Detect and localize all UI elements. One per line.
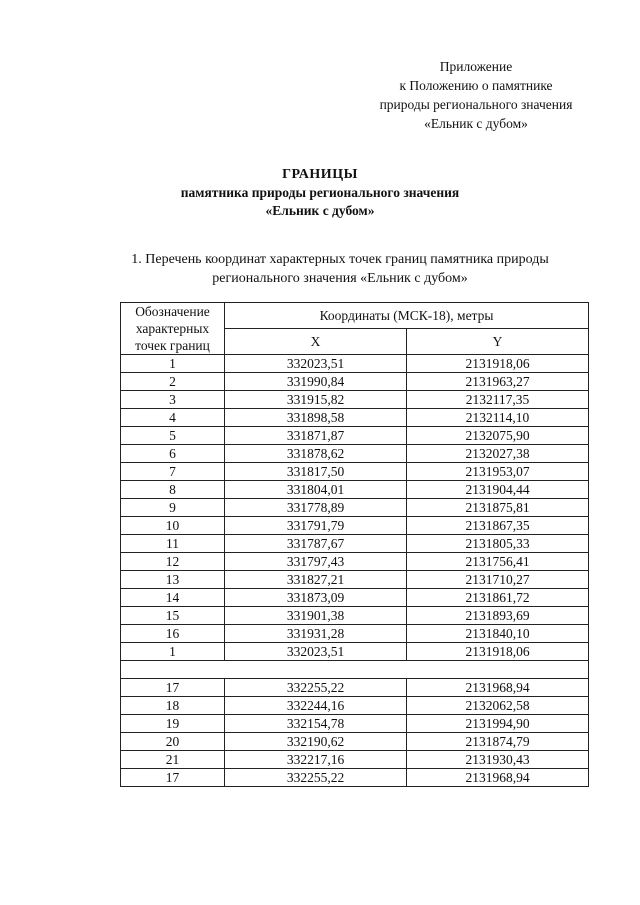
section-heading: [110, 250, 570, 288]
section-line-2: регионального значения «Ельник с дубом»: [212, 271, 468, 286]
document-title: [0, 165, 640, 220]
point-cell: 12: [121, 553, 225, 571]
x-cell: 332255,22: [225, 679, 407, 697]
table-header-row: [121, 303, 589, 329]
point-cell: 17: [121, 769, 225, 787]
table-row: [121, 769, 589, 787]
point-cell: 19: [121, 715, 225, 733]
x-cell: 331791,79: [225, 517, 407, 535]
point-cell: 5: [121, 427, 225, 445]
x-cell: 332255,22: [225, 769, 407, 787]
x-cell: 332023,51: [225, 355, 407, 373]
point-cell: 16: [121, 625, 225, 643]
x-cell: 331931,28: [225, 625, 407, 643]
y-cell: 2131904,44: [407, 481, 589, 499]
x-cell: 331778,89: [225, 499, 407, 517]
table-row: [121, 733, 589, 751]
appendix-line-3: природы регионального значения: [379, 97, 573, 112]
table-row: [121, 679, 589, 697]
x-cell: 331797,43: [225, 553, 407, 571]
point-cell: 10: [121, 517, 225, 535]
y-cell: 2131710,27: [407, 571, 589, 589]
table-row: [121, 373, 589, 391]
point-cell: 2: [121, 373, 225, 391]
table-row: [121, 445, 589, 463]
point-cell: 1: [121, 355, 225, 373]
x-cell: 332154,78: [225, 715, 407, 733]
point-cell: 11: [121, 535, 225, 553]
table-row: [121, 391, 589, 409]
y-cell: 2131918,06: [407, 355, 589, 373]
x-cell: 331898,58: [225, 409, 407, 427]
table-row: [121, 427, 589, 445]
y-cell: 2132114,10: [407, 409, 589, 427]
x-cell: 331827,21: [225, 571, 407, 589]
y-cell: 2131840,10: [407, 625, 589, 643]
x-cell: 332244,16: [225, 697, 407, 715]
y-cell: 2131953,07: [407, 463, 589, 481]
table-row: [121, 481, 589, 499]
y-cell: 2132075,90: [407, 427, 589, 445]
x-cell: 331804,01: [225, 481, 407, 499]
table-row: [121, 625, 589, 643]
y-cell: 2131994,90: [407, 715, 589, 733]
point-cell: 8: [121, 481, 225, 499]
y-cell: 2131875,81: [407, 499, 589, 517]
x-cell: 331878,62: [225, 445, 407, 463]
y-cell: 2131756,41: [407, 553, 589, 571]
coordinates-table: [120, 302, 589, 787]
header-x: X: [225, 329, 407, 355]
point-cell: 6: [121, 445, 225, 463]
point-cell: 7: [121, 463, 225, 481]
point-cell: 4: [121, 409, 225, 427]
x-cell: 332023,51: [225, 643, 407, 661]
point-cell: 13: [121, 571, 225, 589]
x-cell: 331787,67: [225, 535, 407, 553]
y-cell: 2131861,72: [407, 589, 589, 607]
x-cell: 331901,38: [225, 607, 407, 625]
table-row: [121, 553, 589, 571]
y-cell: 2131893,69: [407, 607, 589, 625]
point-cell: 1: [121, 643, 225, 661]
table-row: [121, 643, 589, 661]
x-cell: 331990,84: [225, 373, 407, 391]
y-cell: 2131968,94: [407, 679, 589, 697]
table-row: [121, 355, 589, 373]
table-row: [121, 715, 589, 733]
point-cell: 21: [121, 751, 225, 769]
y-cell: 2132062,58: [407, 697, 589, 715]
x-cell: 331817,50: [225, 463, 407, 481]
title-line-3: «Ельник с дубом»: [265, 203, 375, 218]
table-row: [121, 535, 589, 553]
title-main: ГРАНИЦЫ: [282, 167, 358, 182]
header-coordinates: Координаты (МСК-18), метры: [225, 303, 589, 329]
point-cell: 20: [121, 733, 225, 751]
appendix-line-1: Приложение: [439, 59, 513, 74]
x-cell: 332217,16: [225, 751, 407, 769]
separator-cell: [121, 661, 589, 679]
table-row: [121, 499, 589, 517]
table-row: [121, 607, 589, 625]
point-cell: 15: [121, 607, 225, 625]
y-cell: 2131963,27: [407, 373, 589, 391]
table-row: [121, 517, 589, 535]
appendix-line-2: к Положению о памятнике: [399, 78, 553, 93]
x-cell: 331873,09: [225, 589, 407, 607]
point-cell: 9: [121, 499, 225, 517]
x-cell: 331871,87: [225, 427, 407, 445]
separator-row: [121, 661, 589, 679]
y-cell: 2131930,43: [407, 751, 589, 769]
point-cell: 18: [121, 697, 225, 715]
table-row: [121, 589, 589, 607]
y-cell: 2131805,33: [407, 535, 589, 553]
title-line-2: памятника природы регионального значения: [180, 185, 460, 200]
appendix-header: [356, 57, 596, 133]
y-cell: 2131867,35: [407, 517, 589, 535]
y-cell: 2131874,79: [407, 733, 589, 751]
section-line-1: 1. Перечень координат характерных точек границ памятника природы: [131, 252, 549, 267]
point-cell: 17: [121, 679, 225, 697]
y-cell: 2131918,06: [407, 643, 589, 661]
table-row: [121, 697, 589, 715]
table-row: [121, 751, 589, 769]
table-row: [121, 571, 589, 589]
y-cell: 2132117,35: [407, 391, 589, 409]
table-row: [121, 409, 589, 427]
table-row: [121, 463, 589, 481]
table-body: [121, 355, 589, 787]
point-cell: 3: [121, 391, 225, 409]
x-cell: 331915,82: [225, 391, 407, 409]
point-cell: 14: [121, 589, 225, 607]
header-point-designation: Обозначение характерных точек границ: [121, 303, 225, 355]
y-cell: 2131968,94: [407, 769, 589, 787]
appendix-line-4: «Ельник с дубом»: [424, 116, 528, 131]
header-y: Y: [407, 329, 589, 355]
x-cell: 332190,62: [225, 733, 407, 751]
y-cell: 2132027,38: [407, 445, 589, 463]
